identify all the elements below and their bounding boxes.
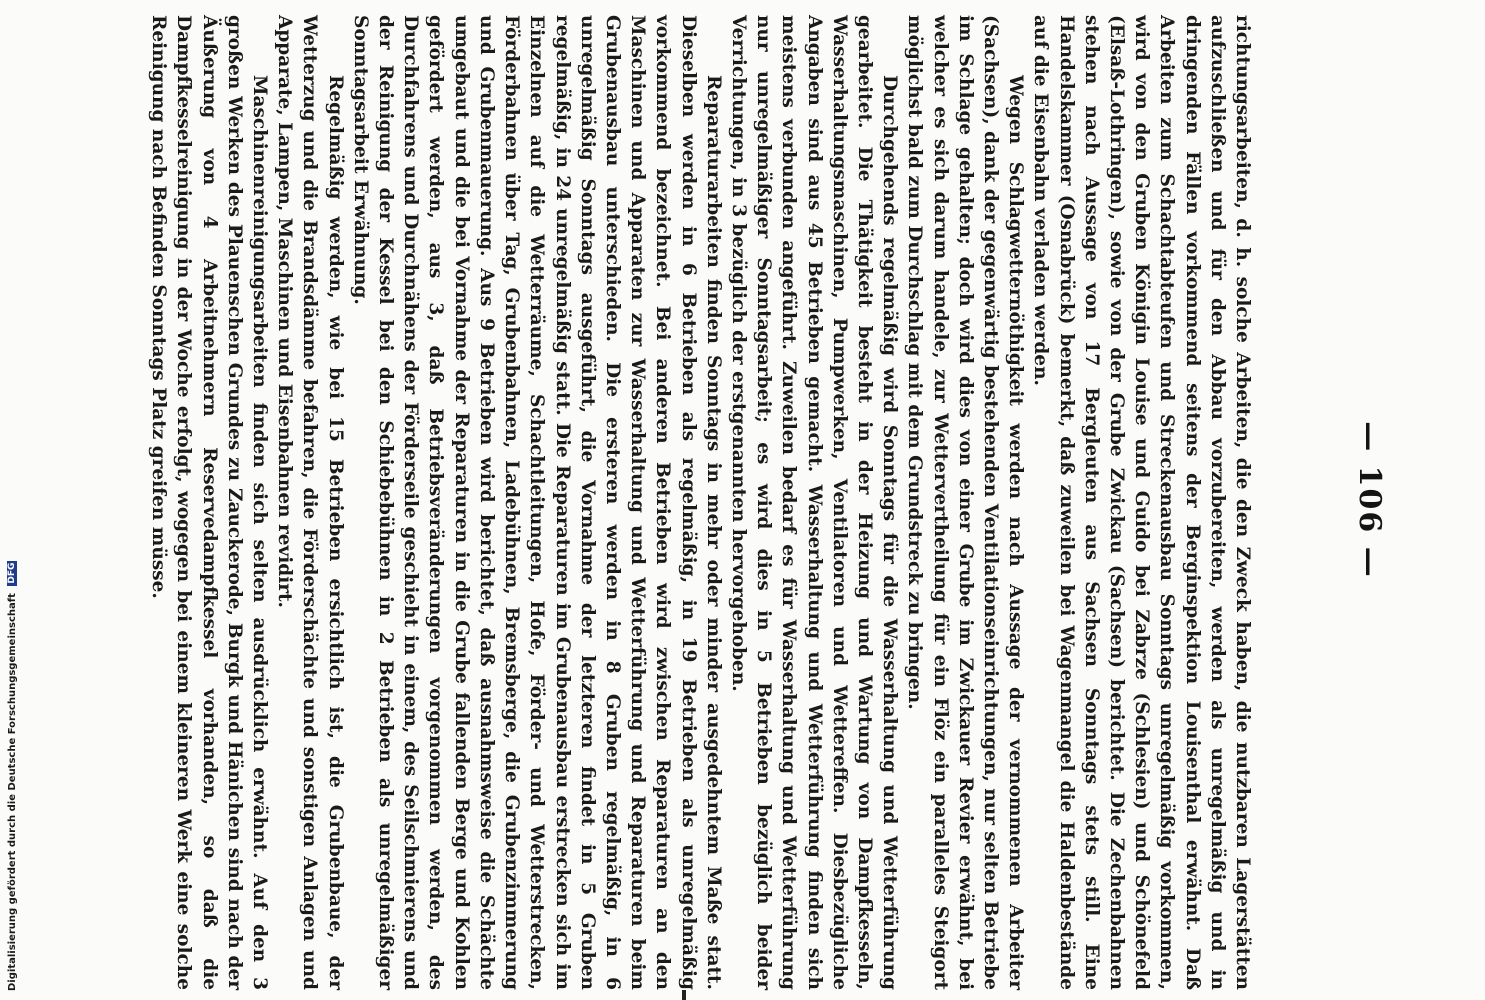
paragraph-2: Wegen Schlagwetternöthigkeit werden nach Aussage der vernommenen Arbeiter (Sachsen), dank der gegenwärtig bestehenden Ventilationseinrichtungen, nur selten Betriebe im Schlage gehalten; doch wird dies von einer Grube im Zwickauer Revier erwähnt, bei welcher es sich darum handele, zur Wettervertheilung für ein Flöz ein paralleles Steigort möglichst bald zum Durchschlag mit dem Grundstreck zu bringen. [904, 15, 1027, 990]
digitization-footer [0, 0, 18, 1000]
paragraph-3: Durchgehends regelmäßig wird Sonntags für die Wasserhaltung und Wetterführung gearbeitet. Die Thätigkeit besteht in der Heizung und Wartung von Dampfkesseln, Wasserhaltungsmaschinen, Pumpwerken, Ventilatoren und Wettereffen. Diesbezügliche Angaben sind aus 45 Betrieben gemacht. Wasserhaltung und Wetterführung finden sich meistens verbunden angeführt. Zuweilen bedarf es für Wasserhaltung und Wetterführung nur unregelmäßiger Sonntagsarbeit; es wird dies in 5 Betrieben bezüglich beider Verrichtungen, in 3 bezüglich der erstgenannten hervorgehoben. [727, 15, 901, 990]
rotated-book-page [95, 0, 1395, 1000]
paragraph-4: Reparaturarbeiten finden Sonntags in mehr oder minder ausgedehntem Maße statt. Dieselben werden in 6 Betrieben als regelmäßig, in 19 Betrieben als unregelmäßig vorkommend bezeichnet. Bei anderen Betrieben wird zwischen Reparaturen an den Maschinen und Apparaten zur Wasserhaltung und Wetterführung und Reparaturen beim Grubenausbau unterschieden. Die ersteren werden in 8 Gruben regelmäßig, in 6 unregelmäßig Sonntags ausgeführt, die Vornahme der letzteren findet in 5 Gruben regelmäßig, in 24 unregelmäßig statt. Die Reparaturen im Grubenausbau erstrecken sich im Einzelnen auf die Wetterräume, Schachtleitungen, Hofe, Förder- und Wetterstrecken, Förderbahnen über Tag, Grubenbahnen, Ladebühnen, Bremsberge, die Grubenzimmerung und Grubenmauerung. Aus 9 Betrieben wird berichtet, daß ausnahmsweise die Schächte umgebaut und die bei Vornahme der Reparaturen in die Grube fallenden Berge und Kohlen gefördert werden, aus 3, daß Betriebsveränderungen vorgenommen werden, des Durchfahrens und Durchnähens der Förderseile geschieht in einem, des Seilschmierens und der Reinigung der Kessel bei den Schiebebühnen in 2 Betrieben als unregelmäßiger Sonntagsarbeit Erwähnung. [349, 15, 724, 990]
body-text [146, 15, 1255, 990]
footer-text-wrap [7, 561, 18, 991]
page-edge-rule [682, 990, 686, 1000]
dfg-logo-icon: DFG [7, 562, 17, 584]
paragraph-6: Maschinenreinigungsarbeiten finden sich selten ausdrücklich erwähnt. Auf den 3 großen Werken des Plauenschen Grundes zu Zauckerode, Burgk und Hänichen sind nach der Äußerung von 4 Arbeitnehmern Reservedampfkessel vorhanden, so daß die Dampfkesselreinigung in der Woche erfolgt, wogegen bei einem kleineren Werk eine solche Reinigung nach Befinden Sonntags Platz greifen müsse. [148, 15, 271, 990]
footer-credit: Digitalisierung gefördert durch die Deutsche Forschungsgemeinschaft [7, 593, 18, 991]
page-header [1325, 0, 1395, 1000]
paragraph-1: richtungsarbeiten, d. h. solche Arbeiten, die den Zweck haben, die nutzbaren Lagerstätten aufzuschließen und für den Abbau vorzubereiten, werden als unregelmäßig und in dringenden Fällen vorkommend seitens der Berginspektion Louisenthal erwähnt. Daß Arbeiten zum Schachtabteufen und Streckenausbau Sonntags unregelmäßig vorkommen, wird von den Gruben Königin Louise und Guido bei Zabrze (Schlesien) und Schönefeld (Elsaß-Lothringen), sowie von der Grube Zwickau (Sachsen) berichtet. Die Zechenbahnen stehen nach Aussage von 17 Bergleuten aus Sachsen Sonntags stets still. Eine Handelskammer (Osnabrück) bemerkt, daß zuweilen bei Wagenmangel die Haldenbestände auf die Eisenbahn verladen werden. [1030, 15, 1253, 990]
page-number: — 106 — [1352, 421, 1387, 579]
paragraph-5: Regelmäßig werden, wie bei 15 Betrieben ersichtlich ist, die Grubenbaue, der Wetterzug und die Brandsdämme befahren, die Förderschächte und sonstigen Anlagen und Apparate, Lampen, Maschinen und Eisenbahnen revidirt. [274, 15, 346, 990]
